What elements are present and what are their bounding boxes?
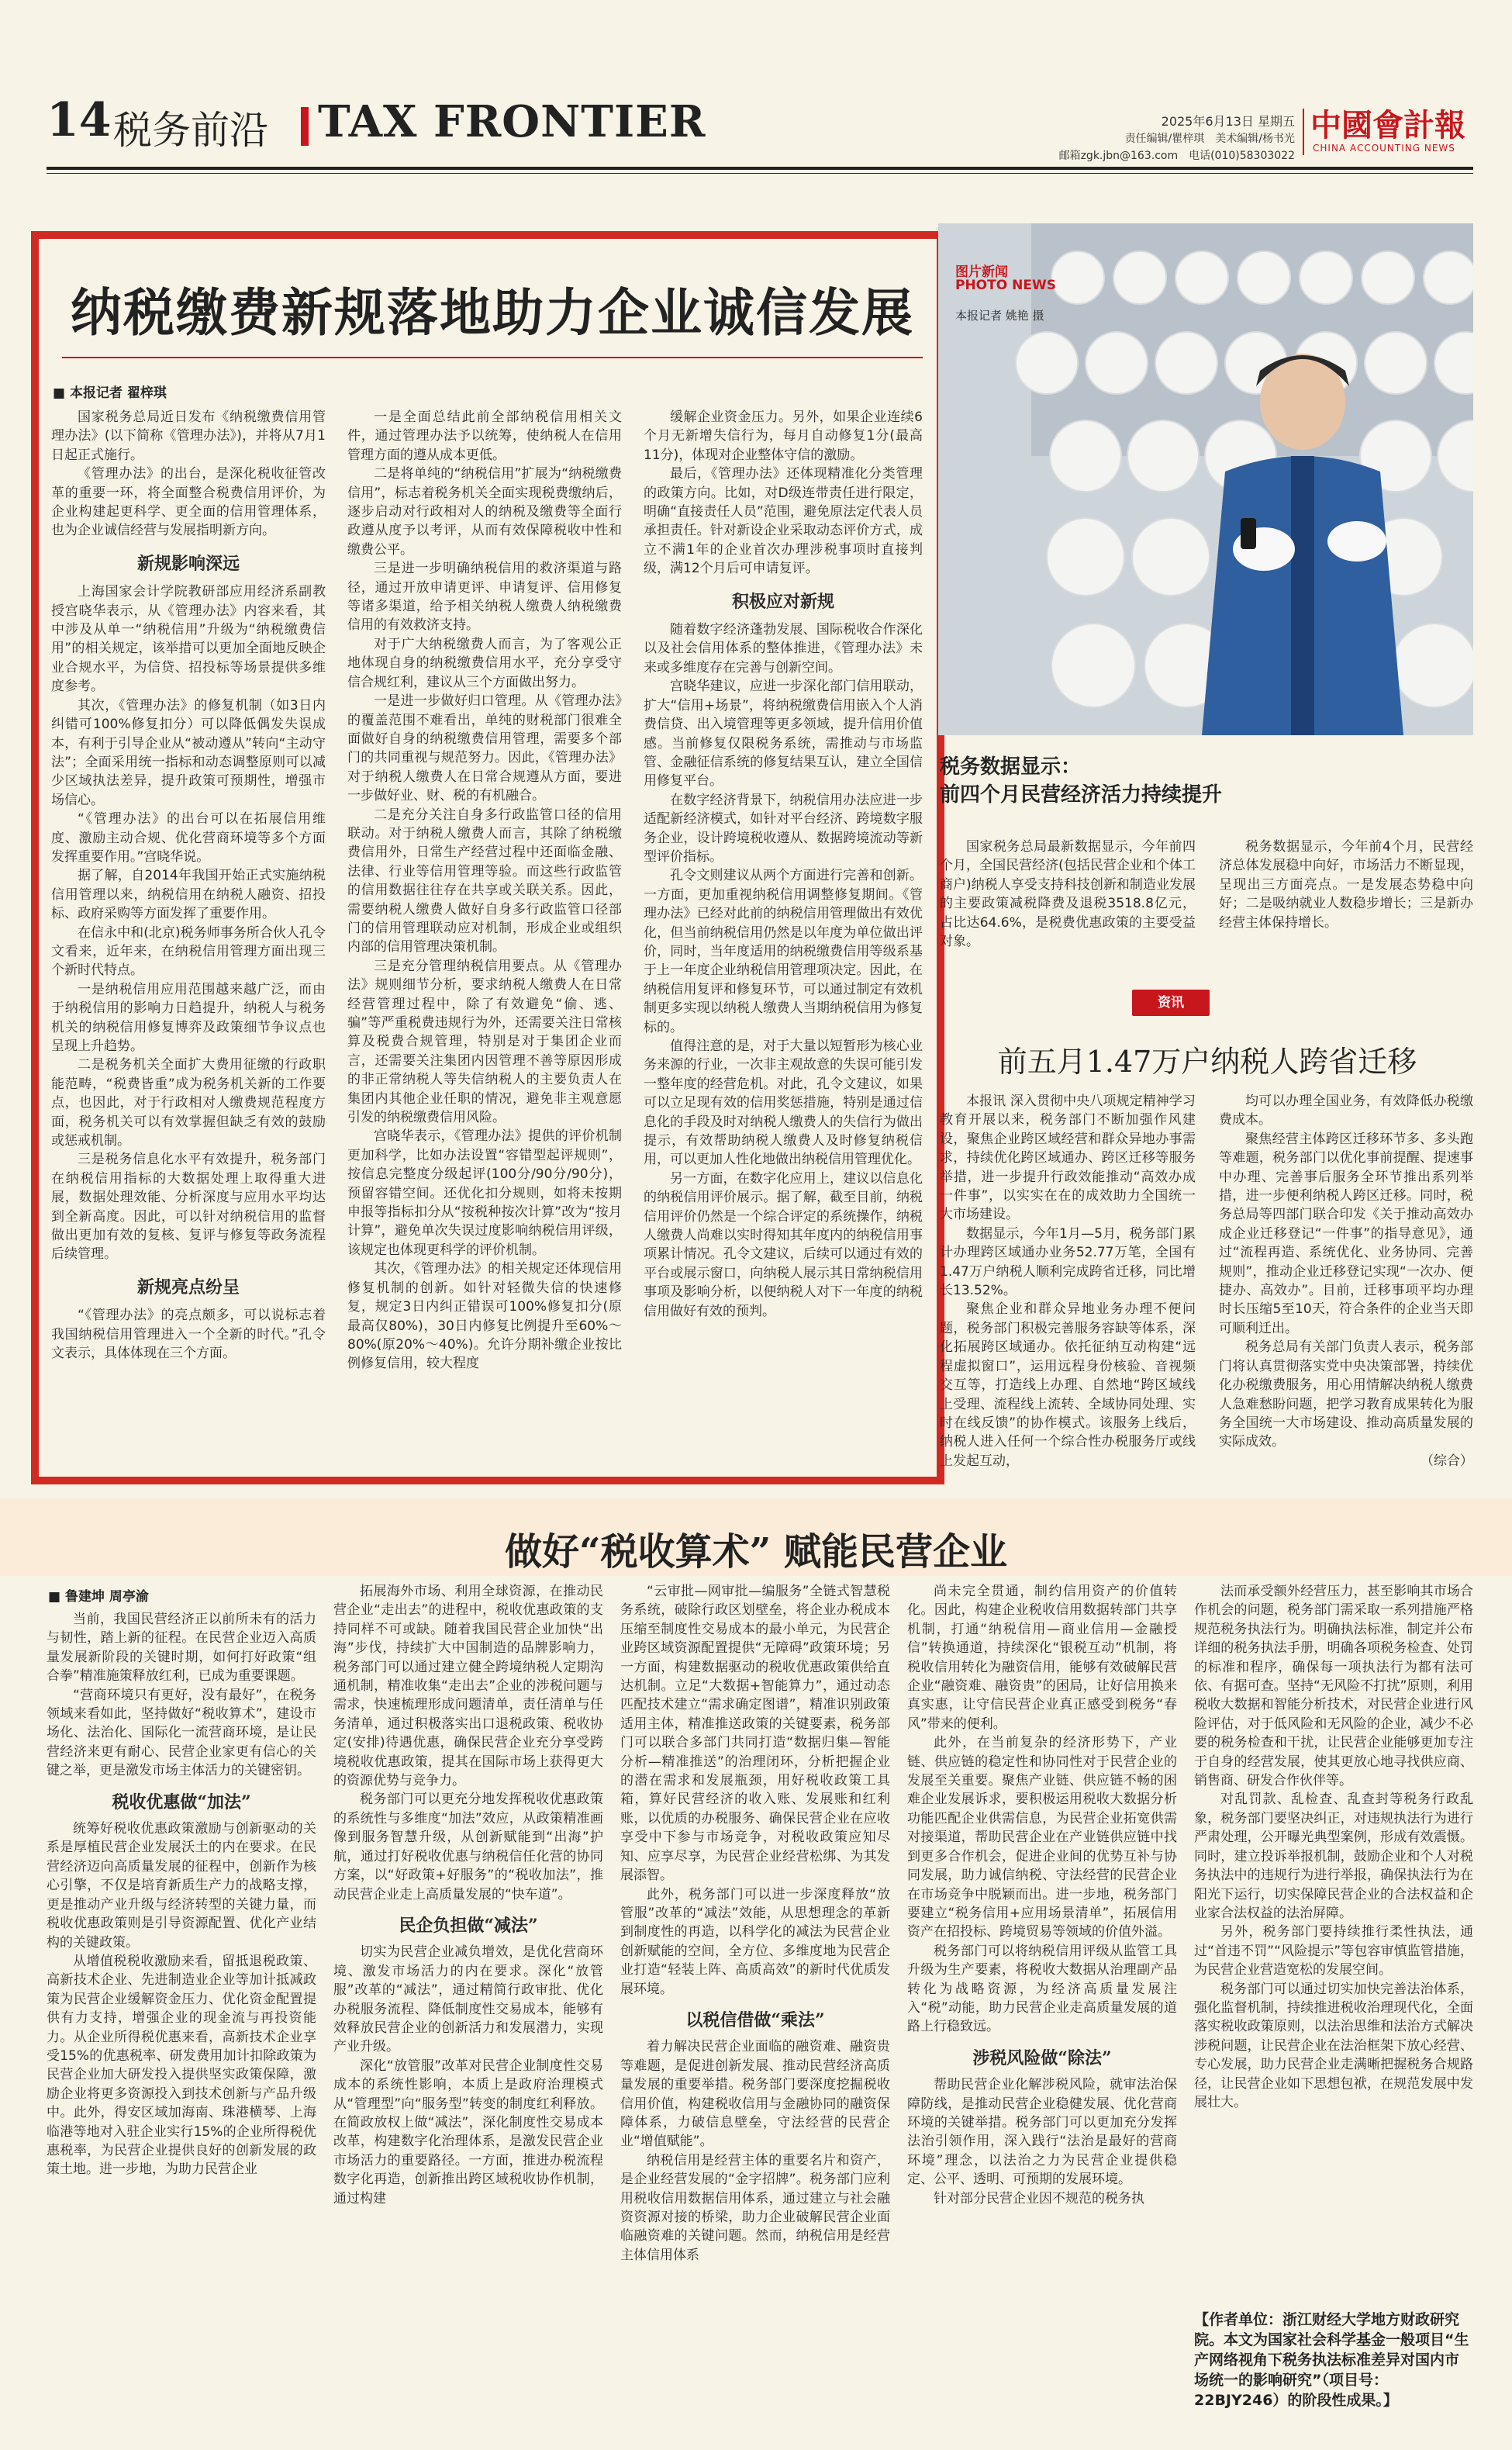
section-title-cn: 税务前沿 xyxy=(113,108,268,153)
lead-column-1: 国家税务总局近日发布《纳税缴费信用管理办法》(以下简称《管理办法》)，并将从7月1日起正式施行。 《管理办法》的出台，是深化税收征管改革的重要一环，将全面整合税费信用评价，为企业构建起更科学、更全面的信用管理体系，也为企业诚信经营与发展指明新方向。 新规影响深远 上海国家会计学院教研部应用经济系副教授宫晓华表示，从《管理办法》内容来看，其中涉及从单一“纳税信用”升级为“纳税缴费信用”的相关规定，该举措可以更加全面地反映企业合规水平，为信贷、招投标等场景提供多维度参考。 其次，《管理办法》的修复机制（如3日内纠错可100%修复扣分）可以降低偶发失误成本，有利于引导企业从“被动遵从”转向“主动守法”；全面采用统一指标和动态调整原则可以减少区域执法差异，提升政策可预期性，增强市场信心。 “《管理办法》的出台可以在拓展信用维度、激励主动合规、优化营商环境等多个方面发挥重要作用。”宫晓华说。 据了解，自2014年我国开始正式实施纳税信用管理以来，纳税信用在纳税人融资、招投标、政府采购等方面发挥了重要作用。 在信永中和(北京)税务师事务所合伙人孔令文看来，近年来，在纳税信用管理方面出现三个新时代特点。 一是纳税信用应用范围越来越广泛，而由于纳税信用的影响力日趋提升，纳税人与税务机关的纳税信用修复博弈及政策细节争议点也呈现上升趋势。 二是税务机关全面扩大费用征缴的行政职能范畴，“税费皆重”成为税务机关新的工作要点，也因此，对于行政相对人缴费规范程度方面，税务机关可以有效掌握但缺乏有效的鼓励或惩戒机制。 三是税务信息化水平有效提升，税务部门在纳税信用指标的大数据处理上取得重大进展，数据处理效能、分析深度与应用水平均达到全新高度。因此，可以针对纳税信用的监督做出更加有效的复核、复评与修复等政务流程后续管理。 新规亮点纷呈 “《管理办法》的亮点颇多，可以说标志着我国纳税信用管理进入一个全新的时代。”孔令文表示，具体体现在三个方面。 xyxy=(51,409,326,1362)
newspaper-logo: 中國會計報 xyxy=(1310,107,1465,143)
feature-column-2: 拓展海外市场、利用全球资源，在推动民营企业“走出去”的进程中，税收优惠政策的支持同样不可或缺。随着我国民营企业加快“出海”步伐，持续扩大中国制造的品牌影响力，税务部门可以通过建立健全跨境纳税人定期沟通机制，精准收集“走出去”企业的涉税问题与需求，快速梳理形成问题清单，责任清单与任务清单，通过积极落实出口退税政策、税收协定(安排)待遇优惠，确保民营企业充分享受跨境税收优惠政策，提其在国际市场上获得更大的资源优势与竞争力。 税务部门可以更充分地发挥税收优惠政策的系统性与多维度“加法”效应，从政策精准画像到服务智慧升级，从创新赋能到“出海”护航，通过打好税收优惠与纳税信任化营的协同方案，以“好政策+好服务”的“税收加法”，推动民营企业走上高质量发展的“快车道”。 民企负担做“减法” 切实为民营企业减负增效，是优化营商环境、激发市场活力的内在要求。深化“放管服”改革的“减法”，通过精简行政审批、优化办税服务流程、降低制度性交易成本，能够有效释放民营企业的创新活力和发展潜力，实现产业升级。 深化“放管服”改革对民营企业制度性交易成本的系统性影响，本质上是政府治理模式从“管理型”向“服务型”转变的制度红利释放。在简政放权上做“减法”，深化制度性交易成本改革，构建数字化治理体系，是激发民营企业市场活力的重要路径。一方面，推进办税流程数字化再造，创新推出跨区域税收协作机制，通过构建 xyxy=(333,1584,603,2206)
lead-byline: ■ 本报记者 翟梓琪 xyxy=(53,385,167,401)
photo-headline-1: 税务数据显示： xyxy=(940,755,1082,779)
feature-column-5: 法而承受额外经营压力，甚至影响其市场合作机会的问题，税务部门需采取一系列措施严格规范税务执法行为。明确执法标准，制定并公布详细的税务执法手册，明确各项税务检查、处罚的标准和程序，确保每一项执法行为都有法可依、有据可查。坚持“无风险不打扰”原则，利用税收大数据和智能分析技术，对民营企业进行风险评估，对于低风险和无风险的企业，减少不必要的税务检查和干扰，让民营企业能够更加专注于自身的经营发展，使其更放心地寻找供应商、销售商、研发合作伙伴等。 对乱罚款、乱检查、乱查封等税务行政乱象，税务部门要坚决纠正，对违规执法行为进行严肃处理，公开曝光典型案例，形成有效震慑。同时，建立投诉举报机制，鼓励企业和个人对税务执法中的违规行为进行举报，确保执法行为在阳光下运行，切实保障民营企业的合法权益和企业家合法权益的法治屏障。 另外，税务部门要持续推行柔性执法，通过“首违不罚”“风险提示”等包容审慎监管措施，为民营企业营造宽松的发展空间。 税务部门可以通过切实加快完善法治体系，强化监督机制，持续推进税收治理现代化，全面落实税收政策原则，以法治思维和法治方式解决涉税问题，让民营企业在法治框架下放心经营、专心发展，助力民营企业走满晰把握税务合规路径，让民营企业如下思想包袱，在规范发展中发展壮大。 xyxy=(1194,1584,1473,2110)
masthead-rule xyxy=(47,167,1473,170)
headline-rule xyxy=(62,357,923,358)
section-title-en: TAX FRONTIER xyxy=(318,96,706,147)
subhead-risk-division: 涉税风险做“除法” xyxy=(972,2047,1112,2068)
photo-caption-right: 税务数据显示，今年前4个月，民营经济总体发展稳中向好，市场活力不断显现，呈现出三方面亮点。一是发展态势稳中向好；二是吸纳就业人数稳步增长；三是新办经营主体保持增长。 xyxy=(1219,839,1473,931)
subhead-credit-multiplication: 以税信借做“乘法” xyxy=(685,2009,825,2030)
feature-headline: 做好“税收算术” 赋能民营企业 xyxy=(505,1530,1007,1574)
news-photo xyxy=(938,223,1473,735)
masthead-rule-thin xyxy=(47,173,1473,174)
masthead-contact: 邮箱zgk.jbn@163.com 电话(010)58303022 xyxy=(1058,150,1295,162)
photo-news-tag: 图片新闻 xyxy=(955,264,1008,280)
newspaper-logo-en: CHINA ACCOUNTING NEWS xyxy=(1313,143,1455,154)
photo-headline-2: 前四个月民营经济活力持续提升 xyxy=(940,783,1223,807)
subhead-tax-incentive-addition: 税收优惠做“加法” xyxy=(112,1792,251,1812)
section-divider-bar xyxy=(301,107,309,146)
feature-column-3: “云审批—网审批—编服务”全链式智慧税务系统，破除行政区划壁垒，将企业办税成本压缩至制度性交易成本的最小单元，为民营企业跨区域资源配置提供“无障碍”政策环境；另一方面，构建数据驱动的税收优惠政策供给直达机制。立足“大数据+智能算力”，通过动态匹配技术建立“需求确定图谱”，精准识别政策适用主体，精准推送政策的关键要素，税务部门可以联合多部门共同打造“数据归集—智能分析—精准推送”的治理闭环，分析把握企业的潜在需求和发展瓶颈，用好税收政策工具箱，算好民营经济的收入账、发展账和红利账，以优质的办税服务、确保民营企业在应收享受中下参与市场竞争，对税收政策应知尽知、应享尽享，为民营企业经营松绑、为其发展添智。 此外，税务部门可以进一步深度释放“放管服”改革的“减法”效能，从思想理念的革新到制度性的再造，以科学化的减法为民营企业创新赋能的空间，全方位、多维度地为民营企业打造“轻装上阵、高质高效”的新时代优质发展环境。 以税信借做“乘法” 着力解决民营企业面临的融资难、融资贵等难题，是促进创新发展、推动民营经济高质量发展的重要举措。税务部门要深度挖掘税收信用价值，构建税收信用与金融协同的融资保障体系，力破信息壁垒，守法经营的民营企业“增值赋能”。 纳税信用是经营主体的重要名片和资产，是企业经营发展的“金字招牌”。税务部门应利用税收信用数据信用体系，通过建立与社会融资资源对接的桥梁，助力企业破解民营企业面临融资难的关键问题。然而，纳税信用是经营主体信用体系 xyxy=(620,1584,890,2263)
page-number: 14 xyxy=(47,93,112,147)
subhead-burden-subtraction: 民企负担做“减法” xyxy=(399,1915,538,1936)
lead-column-2: 一是全面总结此前全部纳税信用相关文件，通过管理办法予以统筹，使纳税人在信用管理方面的遵从成本更低。 二是将单纯的“纳税信用”扩展为“纳税缴费信用”，标志着税务机关全面实现税费缴纳后，逐步启动对行政相对人的纳税及缴费等全面行政遵从度予以考评，从而有效保障税收中性和缴费公平。 三是进一步明确纳税信用的救济渠道与路径，通过开放申请更评、申请复评、信用修复等诸多渠道，给予相关纳税人缴费人纳税缴费信用的有效救济支持。 对于广大纳税缴费人而言，为了客观公正地体现自身的纳税缴费信用水平，充分享受守信合规红利，建议从三个方面做出努力。 一是进一步做好归口管理。从《管理办法》的覆盖范围不难看出，单纯的财税部门很难全面做好自身的纳税缴费信用管理，需要多个部门的共同重视与规范努力。因此，《管理办法》对于纳税人缴费人在日常合规遵从方面，要进一步做好业、财、税的有机融合。 二是充分关注自身多行政监管口径的信用联动。对于纳税人缴费人而言，其除了纳税缴费信用外，日常生产经营过程中还面临金融、法律、行业等信用管理等验。而这些行政监管的信用数据往往存在共享或关联关系。因此，需要纳税人缴费人做好自身多行政监管口径部门的信用管理联动应对机制，形成企业或组织内部的信用管理决策机制。 三是充分管理纳税信用要点。从《管理办法》规则细节分析，要求纳税人缴费人在日常经营管理过程中，除了有效避免“偷、逃、骗”等严重税费违规行为外，还需要关注日常核算及税费合规管理，特别是对于集团企业而言，还需要关注集团内因管理不善等原因形成的非正常纳税人等失信纳税人的主要负责人在集团内其他企业任职的情况，避免非主观意愿引发的纳税缴费信用风险。 宫晓华表示，《管理办法》提供的评价机制更加科学，比如办法设置“容错型起评规则”，按信息完整度分级起评(100分/90分/90分)，预留容错空间。还优化扣分规则，如将未按期申报等指标扣分从“按税种按次计算”改为“按月计算”，避免单次失误过度影响纳税信用评级，该规定也体现更科学的评价机制。 其次，《管理办法》的相关规定还体现信用修复机制的创新。如针对轻微失信的快速修复，规定3日内纠正错误可100%修复扣分(原最高仅80%)，30日内修复比例提升至60%～80%(原20%～40%)。允许分期补缴企业按比例修复信用，较大程度 xyxy=(347,409,622,1372)
brief-column-1: 本报讯 深入贯彻中央八项规定精神学习教育开展以来，税务部门不断加强作风建设，聚焦企业跨区域经营和群众异地办事需求，持续优化跨区域通办、跨区迁移等服务举措，进一步提升行政效能推动“高效办成一件事”，以实实在在的成效助力全国统一大市场建设。 数据显示，今年1月—5月，税务部门累计办理跨区域通办业务52.77万笔，全国有1.47万户纳税人顺利完成跨省迁移，同比增长13.52%。 聚焦企业和群众异地业务办理不便问题，税务部门积极完善服务容缺等体系，深化拓展跨区域通办。依托征纳互动构建“远程虚拟窗口”，运用远程身份核验、音视频交互等，打造线上办理、自然地“跨区域线上受理、流程线上流转、全域协同处理、实时在线反馈”的协作模式。该服务上线后，纳税人进入任何一个综合性办税服务厅或线上发起互动， xyxy=(940,1094,1196,1469)
brief-badge: 资讯 xyxy=(1132,990,1210,1016)
feature-byline: ■ 鲁建坤 周亭渝 xyxy=(48,1589,149,1605)
brief-column-2: 均可以办理全国业务，有效降低办税缴费成本。 聚焦经营主体跨区迁移环节多、多头跑等难题，税务部门以优化事前提醒、提速事中办理、完善事后服务全环节推出系列举措，进一步便利纳税人跨区迁移。同时，税务总局等四部门联合印发《关于推动高效办成企业迁移登记“一件事”的指导意见》，通过“流程再造、系统优化、业务协同、完善规则”，推动企业迁移登记实现“一次办、便捷办、高效办”。目前，迁移事项平均办理时长压缩5至10天，符合条件的企业当天即可顺利迁出。 税务总局有关部门负责人表示，税务部门将认真贯彻落实党中央决策部署，持续优化办税缴费服务，用心用情解决纳税人缴费人急难愁盼问题，把学习教育成果转化为服务全国统一大市场建设、推动高质量发展的实际成效。 （综合） xyxy=(1219,1094,1473,1469)
logo-divider xyxy=(1303,109,1304,155)
subhead-respond-actively: 积极应对新规 xyxy=(731,591,834,612)
masthead-date: 2025年6月13日 星期五 xyxy=(1161,114,1295,129)
brief-headline: 前五月1.47万户纳税人跨省迁移 xyxy=(997,1045,1417,1079)
subhead-new-rules-highlights: 新规亮点纷呈 xyxy=(136,1277,240,1298)
feature-author-note: 【作者单位：浙江财经大学地方财政研究院。本文为国家社会科学基金一般项目“生产网络视角下税务执法标准差异对国内市场统一的影响研究”（项目号：22BJY246）的阶段性成果。】 xyxy=(1194,2311,1469,2409)
photo-news-tag-en: PHOTO NEWS xyxy=(955,278,1056,293)
feature-column-1: 当前，我国民营经济正以前所未有的活力与韧性，踏上新的征程。在民营企业迈入高质量发展新阶段的关键时期，如何打好政策“组合拳”精准施策释放红利，已成为重要课题。 “营商环境只有更好，没有最好”，在税务领域来看如此，坚持做好“税收算术”，建设市场化、法治化、国际化一流营商环境，是让民营经济来更有耐心、民营企业家更有信心的关键之举，更是激发市场主体活力的关键密钥。 税收优惠做“加法” 统筹好税收优惠政策激励与创新驱动的关系是厚植民营企业发展沃土的内在要求。在民营经济迈向高质量发展的征程中，创新作为核心引擎，不仅是培育新质生产力的战略支撑，更是推动产业升级与经济转型的关键力量，而税收优惠政策则是引导资源配置、优化产业结构的关键政策。 从增值税税收激励来看，留抵退税政策、高新技术企业、先进制造业企业等加计抵减政策为民营企业缓解资金压力、优化资金配置提供有力支持，增强企业的现金流与再投资能力。从企业所得税优惠来看，高新技术企业享受15%的优惠税率、研发费用加计扣除政策为民营企业加大研发投入提供坚实政策保障，激励企业将更多资源投入到技术创新与产品升级中。此外，得安区域加海南、珠港横琴、上海临港等地对入驻企业实行15%的企业所得税优惠税率，为民营企业提供良好的创新发展的政策土地。进一步地，为助力民营企业 xyxy=(47,1612,316,2178)
photo-credit: 本报记者 姚艳 摄 xyxy=(955,309,1044,323)
lead-headline: 纳税缴费新规落地助力企业诚信发展 xyxy=(71,282,914,343)
subhead-new-rules-impact: 新规影响深远 xyxy=(136,553,240,574)
photo-caption-left: 国家税务总局最新数据显示，今年前四个月，全国民营经济(包括民营企业和个体工商户)纳税人享受支持科技创新和制造业发展的主要政策减税降费及退税3518.8亿元，占比达64.6%，是税费优惠政策的主要受益对象。 xyxy=(940,839,1196,950)
masthead-editors: 责任编辑/瞿梓琪 美术编辑/杨书光 xyxy=(1124,133,1295,145)
lead-column-3: 缓解企业资金压力。另外，如果企业连续6个月无新增失信行为，每月自动修复1分(最高11分)，体现对企业整体守信的激励。 最后，《管理办法》还体现精准化分类管理的政策方向。比如，对D级连带责任进行限定，明确“直接责任人员”范围，避免原法定代表人员承担责任。针对新设企业采取动态评价方式，成立不满1年的企业首次办理涉税事项时直接判级，满12个月后可申请复评。 积极应对新规 随着数字经济蓬勃发展、国际税收合作深化以及社会信用体系的整体推进，《管理办法》未来或多维度存在完善与创新空间。 宫晓华建议，应进一步深化部门信用联动，扩大“信用+场景”，将纳税缴费信用嵌入个人消费信贷、出入境管理等更多领域，提升信用价值感。当前修复仅限税务系统，需推动与市场监管、金融征信系统的修复结果互认，建立全国信用修复平台。 在数字经济背景下，纳税信用办法应进一步适配新经济模式，如针对平台经济、跨境数字服务企业，设计跨境税收遵从、数据跨境流动等新型评价指标。 孔令文则建议从两个方面进行完善和创新。一方面，更加重视纳税信用调整修复期间。《管理办法》已经对此前的纳税信用管理做出有效优化，但当前纳税信用仍然是以年度为单位做出评价，同时，当年度适用的纳税缴费信用等级系基于上一年度企业纳税信用管理项决定。因此，在纳税信用复评和修复环节，可以通过制定有效机制更多实现以纳税人缴费人当期纳税信用为修复标的。 值得注意的是，对于大量以短暂形为核心业务来源的行业，一次非主观故意的失误可能引发一整年度的经营危机。对此，孔令文建议，如果可以立足现有效的信用奖惩措施，特别是通过信息化的手段及时对纳税人缴费人的失信行为做出提示，有效帮助纳税人缴费人及时修复纳税信用，可以更加人性化地做出纳税信用管理优化。 另一方面，在数字化应用上，建议以信息化的纳税信用评价展示。据了解，截至目前，纳税信用评价仍然是一个综合评定的系统操作，纳税人缴费人尚难以实时得知其年度内的纳税信用事项累计情况。孔令文建议，后续可以通过有效的平台或展示窗口，向纳税人展示其日常纳税信用事项及影响分析，以便纳税人对下一年度的纳税信用做好有效的预判。 xyxy=(644,409,923,1319)
photo-illustration xyxy=(938,223,1473,735)
feature-column-4: 尚未完全贯通，制约信用资产的价值转化。因此，构建企业税收信用数据转部门共享机制，打通“纳税信用—商业信用—金融授信”转换通道，持续深化“银税互动”机制，将税收信用转化为融资信用，能够有效破解民营企业“融资难、融资贵”的困局，让好信用换来真实惠，让守信民营企业真正感受到税务“春风”带来的便利。 此外，在当前复杂的经济形势下，产业链、供应链的稳定性和协同性对于民营企业的发展至关重要。聚焦产业链、供应链不畅的困难企业发展诉求，要积极运用税收大数据分析功能匹配企业供需信息，为民营企业拓宽供需对接渠道，帮助民营企业在产业链供应链中找到更多合作机会，促进企业间的优势互补与协同发展，助力诚信纳税、守法经营的民营企业在市场竞争中脱颖而出。进一步地，税务部门要建立“税务信用+应用场景清单”，拓展信用资产在招投标、跨境贸易等领域的价值外溢。 税务部门可以将纳税信用评级从监管工具升级为生产要素，将税收大数据从治理副产品转化为战略资源，为经济高质量发展注入“税”动能，助力民营企业走高质量发展的道路上行稳致远。 涉税风险做“除法” 帮助民营企业化解涉税风险，就审法治保障防线，是推动民营企业稳健发展、优化营商环境的关键举措。税务部门可以更加充分发挥法治引领作用，深入践行“法治是最好的营商环境”理念，以法治之力为民营企业提供稳定、公平、透明、可预期的发展环境。 针对部分民营企业因不规范的税务执 xyxy=(907,1584,1177,2206)
